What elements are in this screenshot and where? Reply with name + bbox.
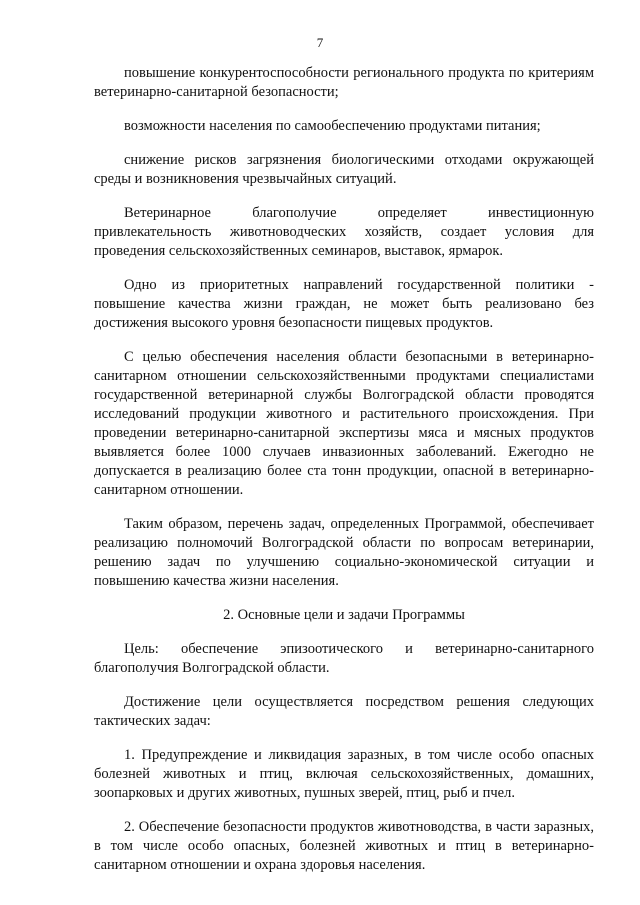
goal-paragraph: Цель: обеспечение эпизоотического и ветеринарно-санитарного благополучия Волгоградской области.	[94, 641, 594, 676]
paragraph-2: возможности населения по самообеспечению продуктами питания;	[124, 118, 541, 134]
paragraph-3: снижение рисков загрязнения биологическими отходами окружающей среды и возникновения чрезвычайных ситуаций.	[94, 152, 594, 187]
page-body	[94, 64, 594, 890]
task-1-paragraph: 1. Предупреждение и ликвидация заразных, в том числе особо опасных болезней животных и птиц, включая сельскохозяйственных, домашних, зоопарковых и других животных, пушных зверей, птиц, рыб и пчел.	[94, 747, 594, 801]
paragraph-1: повышение конкурентоспособности регионального продукта по критериям ветеринарно-санитарной безопасности;	[94, 65, 594, 100]
paragraph-7: Таким образом, перечень задач, определенных Программой, обеспечивает реализацию полномочий Волгоградской области по вопросам ветеринарии, решению задач по улучшению социально-экономической ситуации и повышению качества жизни населения.	[94, 516, 594, 589]
section-heading: 2. Основные цели и задачи Программы	[223, 607, 465, 623]
paragraph-4: Ветеринарное благополучие определяет инвестиционную привлекательность животноводческих хозяйств, создает условия для проведения сельскохозяйственных семинаров, выставок, ярмарок.	[94, 205, 594, 259]
task-2-paragraph: 2. Обеспечение безопасности продуктов животноводства, в части заразных, в том числе особо опасных, болезней животных и птиц в ветеринарно-санитарном отношении и охрана здоровья населения.	[94, 819, 594, 873]
tasks-intro-paragraph: Достижение цели осуществляется посредством решения следующих тактических задач:	[94, 694, 594, 729]
paragraph-5: Одно из приоритетных направлений государственной политики - повышение качества жизни граждан, не может быть реализовано без достижения высокого уровня безопасности пищевых продуктов.	[94, 277, 594, 331]
paragraph-6: С целью обеспечения населения области безопасными в ветеринарно-санитарном отношении сельскохозяйственными продуктами специалистами государственной ветеринарной службы Волгоградской области проводятся исследований продукции животного и растительного происхождения. При проведении ветеринарно-санитарной экспертизы мяса и мясных продуктов выявляется более 1000 случаев инвазионных заболеваний. Ежегодно не допускается в реализацию более ста тонн продукции, опасной в ветеринарно-санитарном отношении.	[94, 349, 594, 498]
page-number: 7	[316, 35, 324, 50]
